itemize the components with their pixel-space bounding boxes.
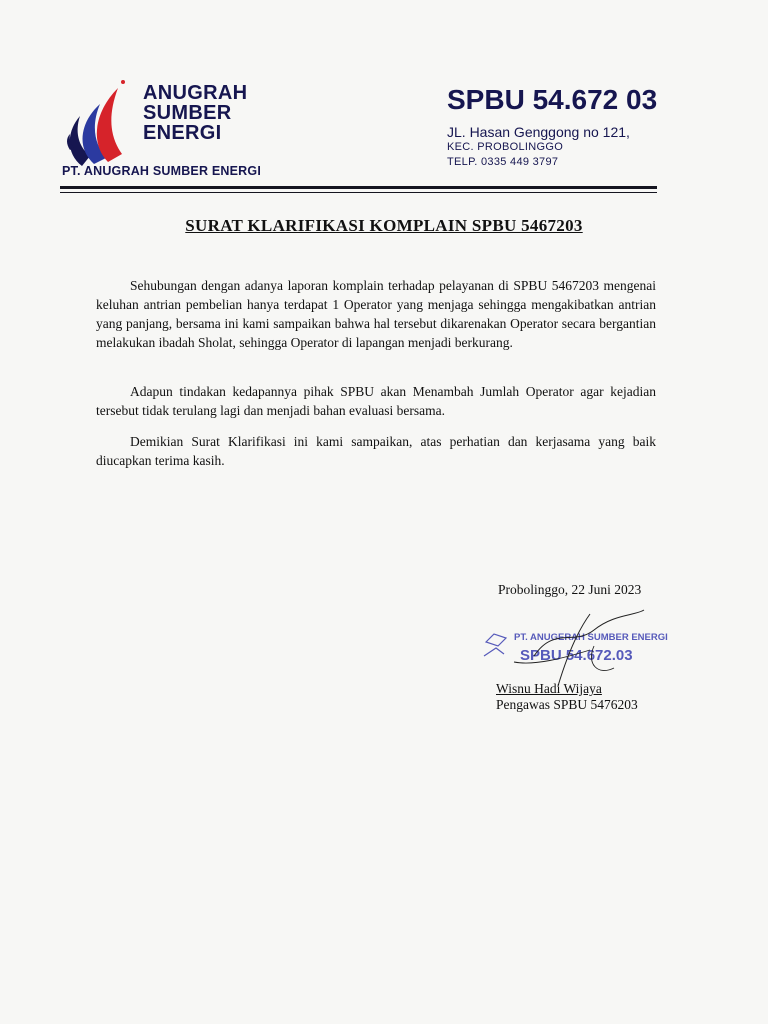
telephone-line: TELP. 0335 449 3797 — [447, 156, 559, 168]
signature-scribble-icon — [494, 606, 650, 692]
company-name — [143, 83, 247, 143]
place-date: Probolinggo, 22 Juni 2023 — [498, 582, 642, 597]
address-line: JL. Hasan Genggong no 121, — [447, 124, 630, 140]
paragraph-3: Demikian Surat Klarifikasi ini kami sampaikan, atas perhatian dan kerjasama yang baik diucapkan terima kasih. — [96, 434, 656, 468]
company-name-line-3: ENERGI — [143, 122, 222, 144]
stamp-main-text: SPBU 54.672.03 — [520, 647, 633, 664]
signer-name: Wisnu Hadi Wijaya — [496, 681, 602, 696]
letterhead-divider-thick — [60, 186, 657, 189]
paragraph-1: Sehubungan dengan adanya laporan komplain terhadap pelayanan di SPBU 5467203 mengenai keluhan antrian pembelian hanya terdapat 1 Operator yang menjaga sehingga mengakibatkan antrian yang panjang, bersama ini kami sampaikan bahwa hal tersebut dikarenakan Operator secara bergantian melakukan ibadah Sholat, sehingga Operator di lapangan menjadi berkurang. — [96, 278, 656, 350]
paragraph-2: Adapun tindakan kedapannya pihak SPBU akan Menambah Jumlah Operator agar kejadian tersebut tidak terulang lagi dan menjadi bahan evaluasi bersama. — [96, 384, 656, 418]
letterhead-divider-thin — [60, 192, 657, 193]
stamp-top-text: PT. ANUGERAH SUMBER ENERGI — [514, 632, 668, 643]
pt-name: PT. ANUGRAH SUMBER ENERGI — [62, 164, 261, 178]
company-name-line-1: ANUGRAH — [143, 82, 248, 104]
spbu-number-heading: SPBU 54.672 03 — [447, 84, 658, 115]
kecamatan-line: KEC. PROBOLINGGO — [447, 141, 564, 153]
document-title: SURAT KLARIFIKASI KOMPLAIN SPBU 5467203 — [185, 216, 583, 235]
company-flame-logo-icon — [60, 74, 138, 170]
signer-role: Pengawas SPBU 5476203 — [496, 697, 638, 712]
company-name-line-2: SUMBER — [143, 102, 232, 124]
